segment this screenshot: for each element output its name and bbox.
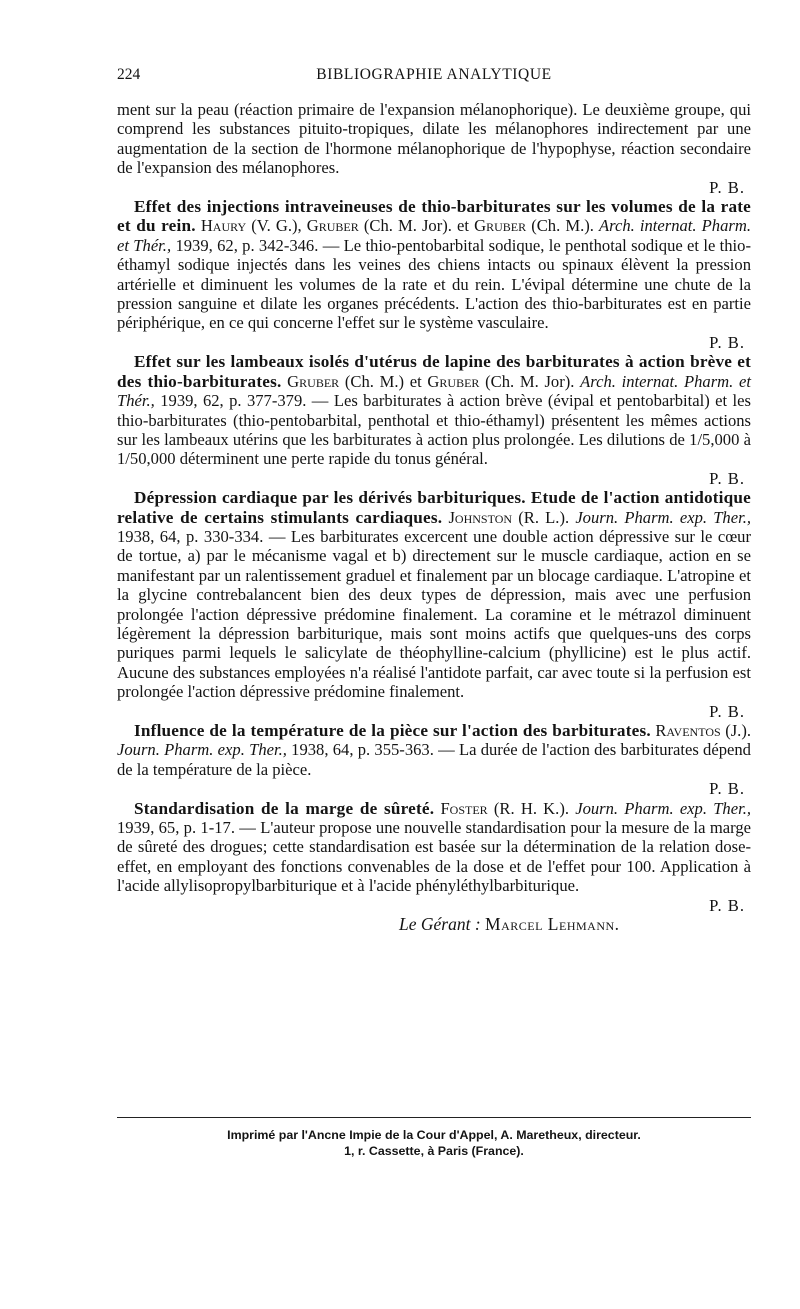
continued-text: ment sur la peau (réaction primaire de l'expansion mélanophorique). Le deuxième groupe, qui comprend les substances pituito-tropiques, dilate les mélanophores indirectement par une augmentation de la section de l'hormone mélanophorique de l'hypophyse, réaction secondaire de l'expansion des mélanophores.: [117, 100, 751, 178]
entry-author-initials: (R. L.).: [518, 507, 570, 527]
entry-author-initials: (V. G.),: [251, 216, 302, 236]
entry-author-initials: (R. H. K.).: [493, 798, 569, 818]
continued-paragraph: [117, 100, 751, 197]
signature: P. B.: [709, 468, 745, 488]
signature: P. B.: [709, 779, 745, 799]
entry-journal: Arch. internat. Pharm. et Thér.,: [117, 371, 751, 411]
entry-abstract: Le thio-pentobarbital sodique, le penthotal sodique et le thio-éthamyl sodique injectés dans les veines des chiens intacts ou spinaux élèvent la pression artérielle et diminuent les volumes de la rate et du rein. L'évipal détermine une chute de la pression sanguine et dilate les organes précédents. L'action des thio-barbiturates est en partie périphérique, en ce qui concerne l'effet sur le système vasculaire.: [117, 235, 751, 333]
entry-journal: Arch. internat. Pharm. et Thér.,: [117, 216, 751, 255]
entry-title: Effet des injections intraveineuses de thio-barbiturates sur les volumes de la rate et du rein.: [117, 197, 751, 236]
entry-title: Influence de la température de la pièce sur l'action des barbiturates.: [134, 721, 651, 740]
entry-author: Johnston: [448, 507, 513, 527]
printer-imprint: [117, 1127, 751, 1159]
gerant-name: Marcel Lehmann.: [485, 914, 620, 935]
entry-title: Dépression cardiaque par les dérivés barbituriques. Etude de l'action antidotique relative de certains stimulants cardiaques.: [117, 488, 751, 527]
entry-abstract: Les barbiturates excercent une double action dépressive sur le cœur de tortue, a) par le mécanisme vagal et b) directement sur le muscle cardiaque, action en se manifestant par un ralentissement graduel et finalement par un blocage cardiaque. L'atropine et la glycine contrebalancent bien des deux types de dépression, mais avec une perfusion prolongée l'action dépressive prédomine finalement. La coramine et le métrazol diminuent légèrement la dépression barbiturique, mais sont moins actifs que quelques-uns des corps puriques parmi lequels le salicylate de théophylline-calcium (phyllicine) est le plus actif. Aucune des substances employées n'a réalisé l'antidote parfait, car avec toute si la perfusion est prolongée l'action dépressive prédomine finalement.: [117, 526, 751, 702]
entry-author-initials: (Ch. M. Jor).: [485, 371, 575, 391]
bibliography-entry-2: [117, 352, 751, 488]
signature: P. B.: [709, 895, 745, 915]
entry-author: Gruber: [287, 371, 340, 391]
imprint-line: Imprimé par l'Ancne Impie de la Cour d'Appel, A. Maretheux, directeur.: [227, 1128, 641, 1142]
bibliography-entry-4: [117, 721, 751, 799]
bibliography-entry-3: [117, 488, 751, 721]
entry-reference: 1939, 62, p. 377-379. —: [160, 391, 329, 411]
imprint-address: 1, r. Cassette, à Paris (France).: [344, 1144, 524, 1158]
entry-author: Gruber: [427, 371, 480, 391]
signature: P. B.: [709, 177, 745, 197]
entry-author: Foster: [440, 798, 488, 818]
bibliography-entry-1: [117, 197, 751, 352]
entry-journal: Journ. Pharm. exp. Ther.,: [117, 740, 287, 760]
entry-reference: 1938, 64, p. 330-334. —: [117, 526, 286, 546]
running-title: BIBLIOGRAPHIE ANALYTIQUE: [316, 66, 552, 83]
signature: P. B.: [709, 332, 745, 352]
entry-author: Haury: [200, 216, 247, 236]
page-number: 224: [117, 66, 141, 83]
entry-author: Gruber: [306, 216, 359, 236]
gerant-line: [117, 915, 751, 934]
gerant-label: Le Gérant :: [399, 914, 481, 935]
entry-reference: 1939, 65, p. 1-17. —: [117, 818, 256, 838]
entry-author-initials: (Ch. M. Jor). et: [363, 216, 469, 236]
entry-reference: 1938, 64, p. 355-363. —: [291, 740, 455, 760]
entry-author-initials: (Ch. M.) et: [344, 371, 422, 391]
entry-journal: Journ. Pharm. exp. Ther.,: [575, 798, 752, 818]
bibliography-entry-5: [117, 799, 751, 915]
entry-reference: 1939, 62, p. 342-346. —: [175, 235, 340, 255]
entry-journal: Journ. Pharm. exp. Ther.,: [575, 507, 752, 527]
footer-rule: [117, 1117, 751, 1118]
entry-author: Raventos: [655, 721, 721, 740]
entry-abstract: L'auteur propose une nouvelle standardisation pour la mesure de la marge de sûreté des drogues; cette standardisation est basée sur la détermination de la relation dose-effet, en employant des fonctions convenables de la dose et de l'effet pour 100. Application à l'acide allylisopropylbarbiturique et à l'acide phényléthylbarbiturique.: [117, 818, 751, 896]
entry-title: Effet sur les lambeaux isolés d'utérus de lapine des barbiturates à action brève et des thio-barbiturates.: [117, 352, 751, 391]
entry-author: Gruber: [474, 216, 527, 236]
entry-author-initials: (Ch. M.).: [531, 216, 594, 236]
text-column: [117, 100, 751, 934]
entry-abstract: La durée de l'action des barbiturates dépend de la température de la pièce.: [117, 740, 751, 779]
running-header: [117, 66, 751, 86]
entry-author-initials: (J.).: [725, 721, 751, 740]
entry-title: Standardisation de la marge de sûreté.: [134, 798, 435, 818]
signature: P. B.: [709, 701, 745, 721]
entry-abstract: Les barbiturates à action brève (évipal et pentobarbital) et les thio-barbiturates (thio-pentobarbital, penthotal et thio-éthamyl) présentent les mêmes actions sur les lambeaux utérins que les barbiturates à action plus prolongée. Les dilutions de 1/5,000 à 1/50,000 déterminent une perte rapide du tonus général.: [117, 391, 751, 469]
